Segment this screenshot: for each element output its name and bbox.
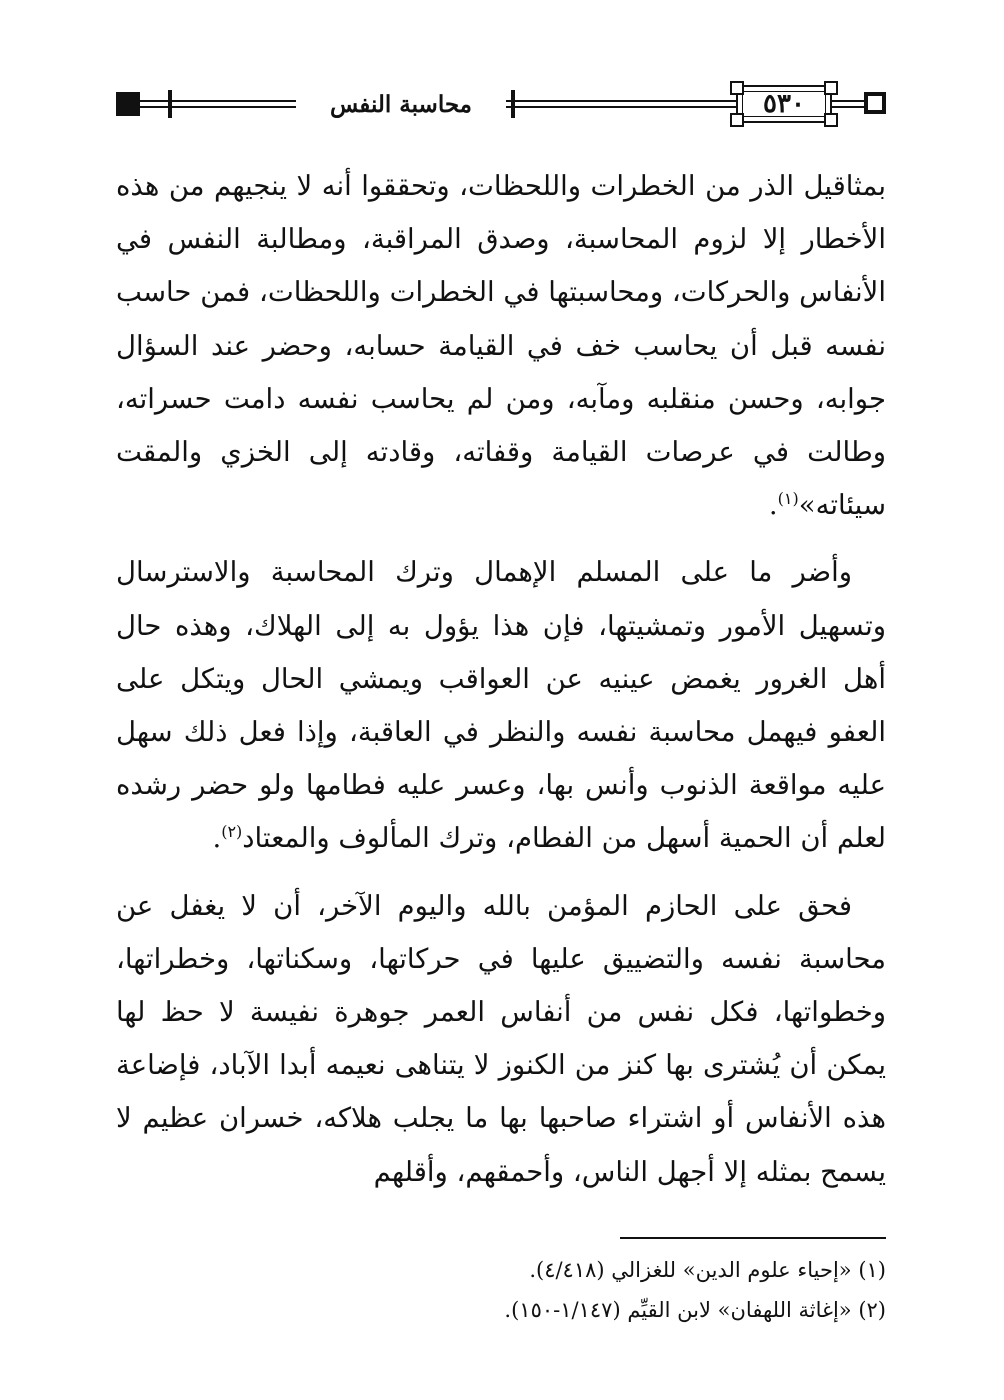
running-title: محاسبة النفس: [296, 88, 506, 122]
footnotes: [116, 1250, 886, 1330]
frame-corner-ornament: [824, 113, 838, 127]
paragraph-1-end: .: [768, 489, 778, 522]
header-ornament-square-filled: [116, 92, 140, 116]
paragraph-1: [116, 160, 886, 532]
paragraph-3-text: فحق على الحازم المؤمن بالله واليوم الآخر، أن لا يغفل عن محاسبة نفسه والتضييق عليها في حركاتها، وسكناتها، وخطراتها، وخطواتها، فكل نفس من أنفاس العمر جوهرة نفيسة لا حظ لها يمكن أن يُشترى بها كنز من الكنوز لا يتناهى نعيمه أبدا الآباد، فإضاعة هذه الأنفاس أو اشتراء صاحبها بها ما يجلب هلاكه، خسران عظيم لا يسمح بمثله إلا أجهل الناس، وأحمقهم، وأقلهم: [116, 889, 886, 1188]
paragraph-2: [116, 546, 886, 865]
header-title-bar-left: [168, 90, 172, 118]
footnote-1: (١) «إحياء علوم الدين» للغزالي (٤/٤١٨).: [529, 1258, 886, 1282]
header-title-bar-right: [511, 90, 515, 118]
footnote-2: (٢) «إغاثة اللهفان» لابن القيِّم (١/١٤٧-١٥٠).: [504, 1298, 886, 1322]
footnote-separator: [620, 1237, 886, 1239]
paragraph-1-text: بمثاقيل الذر من الخطرات واللحظات، وتحققوا أنه لا ينجيهم من هذه الأخطار إلا لزوم المحاسبة، وصدق المراقبة، ومطالبة النفس في الأنفاس والحركات، ومحاسبتها في الخطرات واللحظات، فمن حاسب نفسه قبل أن يحاسب خف في القيامة حسابه، وحضر عند السؤال جوابه، وحسن منقلبه ومآبه، ومن لم يحاسب نفسه دامت حسراته، وطالت في عرصات القيامة وقفاته، وقادته إلى الخزي والمقت سيئاته»: [116, 170, 886, 522]
paragraph-2-text: وأضر ما على المسلم الإهمال وترك المحاسبة والاسترسال وتسهيل الأمور وتمشيتها، فإن هذا يؤول به إلى الهلاك، وهذه حال أهل الغرور يغمض عينيه عن العواقب ويمشي الحال ويتكل على العفو فيهمل محاسبة نفسه والنظر في العاقبة، وإذا فعل ذلك سهل عليه مواقعة الذنوب وأنس بها، وعسر عليه فطامها ولو حضر رشده لعلم أن الحمية أسهل من الفطام، وترك المألوف والمعتاد: [116, 556, 886, 855]
header-ornament-square-outline: [864, 92, 886, 114]
footnote-ref-2: (٢): [221, 822, 243, 842]
frame-corner-ornament: [730, 81, 744, 95]
paragraph-2-end: .: [212, 822, 222, 855]
page-number: ٥٣٠: [763, 89, 805, 119]
page-number-frame: [736, 85, 832, 123]
paragraph-3: [116, 880, 886, 1199]
page-header: [116, 80, 886, 130]
main-text: [116, 160, 886, 1199]
footnote-ref-1: (١): [777, 489, 799, 509]
frame-corner-ornament: [824, 81, 838, 95]
frame-corner-ornament: [730, 113, 744, 127]
